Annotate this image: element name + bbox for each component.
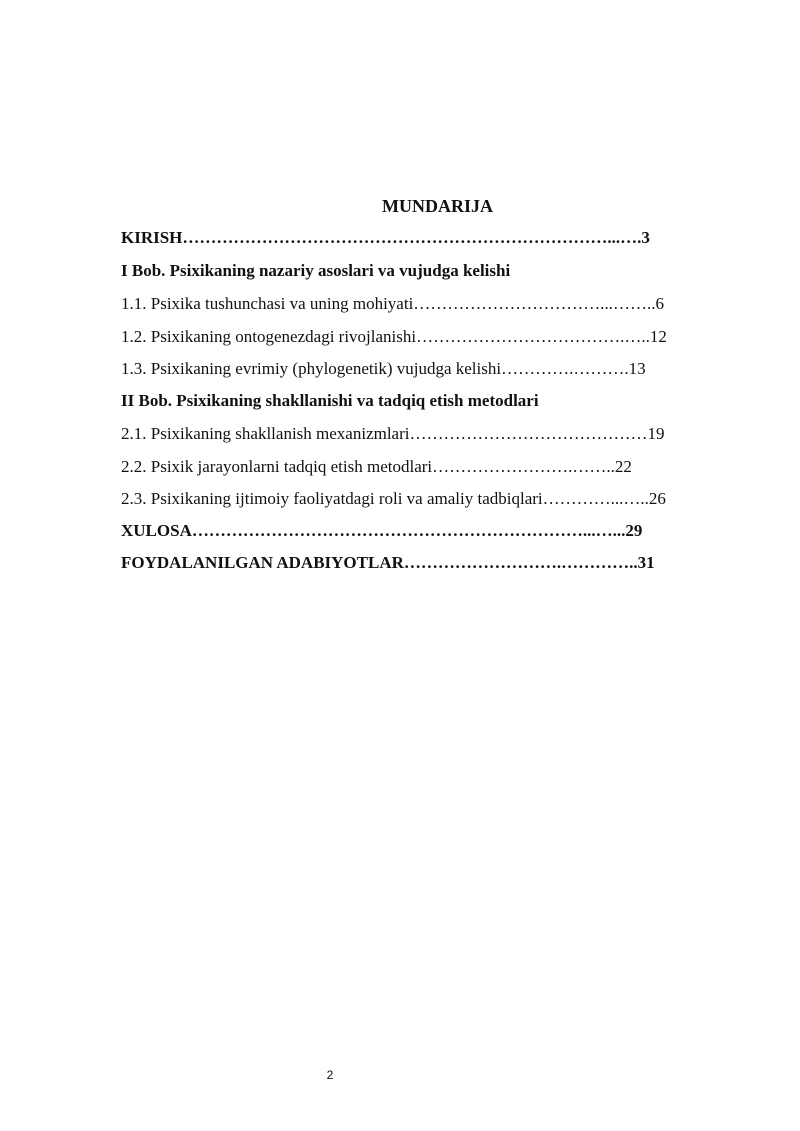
toc-entry-2-1: 2.1. Psixikaning shakllanish mexanizmlari……………………………………19 <box>121 424 665 443</box>
toc-entry-xulosa: XULOSA……………………………………………………………...…...29 <box>121 521 643 540</box>
toc-entry-1-2: 1.2. Psixikaning ontogenezdagi rivojlanishi……………………………….…..12 <box>121 327 667 346</box>
toc-chapter-2-heading: II Bob. Psixikaning shakllanishi va tadqiq etish metodlari <box>121 391 539 410</box>
page-number: 2 <box>326 1068 334 1082</box>
toc-entry-1-1: 1.1. Psixika tushunchasi va uning mohiyati……………………………...……..6 <box>121 294 665 313</box>
toc-chapter-1-heading: I Bob. Psixikaning nazariy asoslari va vujudga kelishi <box>121 261 511 280</box>
toc-entry-kirish: KIRISH…………………………………………………………………...….3 <box>121 228 650 247</box>
toc-entry-1-3: 1.3. Psixikaning evrimiy (phylogenetik) vujudga kelishi………….……….13 <box>121 359 646 378</box>
page-title: MUNDARIJA <box>382 196 493 216</box>
toc-entry-adabiyotlar: FOYDALANILGAN ADABIYOTLAR……………………….…………..31 <box>121 553 655 572</box>
toc-entry-2-3: 2.3. Psixikaning ijtimoiy faoliyatdagi roli va amaliy tadbiqlari…………...…..26 <box>121 489 666 508</box>
toc-entry-2-2: 2.2. Psixik jarayonlarni tadqiq etish metodlari…………………….……..22 <box>121 457 632 476</box>
